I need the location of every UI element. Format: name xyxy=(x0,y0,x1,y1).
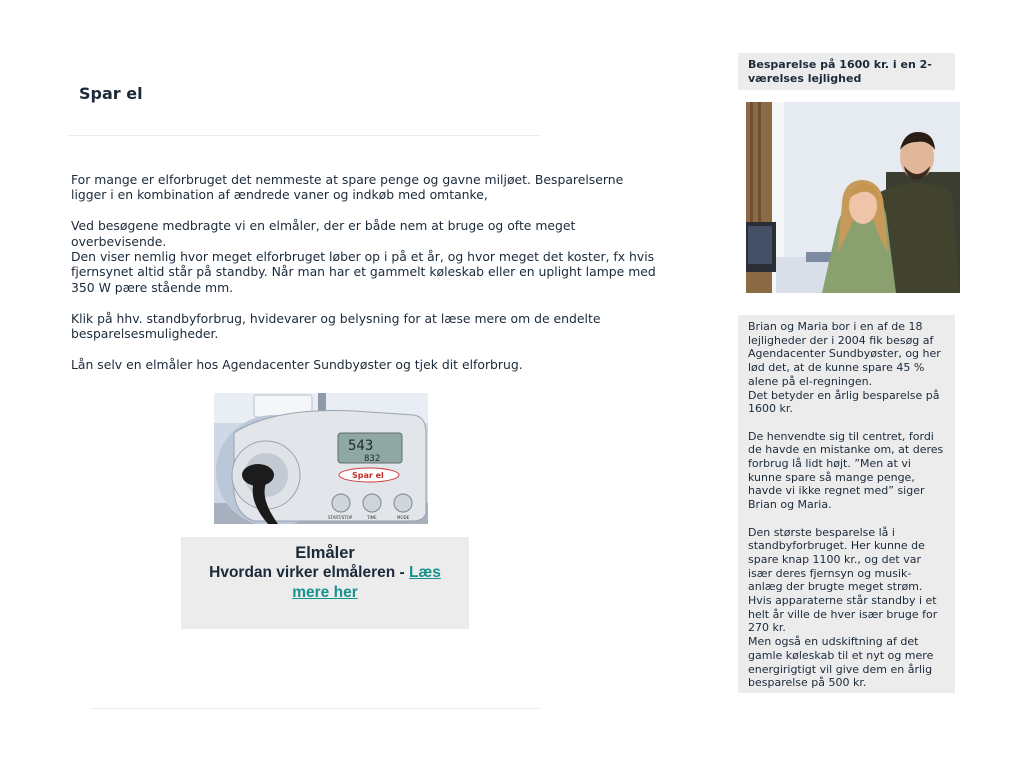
couple-photo xyxy=(746,102,960,293)
sidebar-paragraph-quote: De henvendte sig til centret, fordi de havde en mistanke om, at deres forbrug lå lidt højt. ”Men at vi kunne spare så mange penge, havde vi ikke regnet med” siger Brian og Maria. xyxy=(748,429,944,512)
sidebar-story-box xyxy=(738,315,955,693)
power-meter-box-subtitle xyxy=(181,563,469,603)
page-title: Spar el xyxy=(79,84,143,103)
bottom-divider xyxy=(90,708,540,709)
power-meter-illustration xyxy=(214,393,428,524)
meter-display-top: 543 xyxy=(348,438,374,454)
article-paragraph-click-hint: Klik på hhv. standbyforbrug, hvidevarer og belysning for at læse mere om de endelte besparelsesmuligheder. xyxy=(71,310,601,342)
sidebar-paragraph-intro: Brian og Maria bor i en af de 18 lejligheder der i 2004 fik besøg af Agendacenter Sundbyøster, og her lød det, at de kunne spare 45 % alene på el-regningen. xyxy=(748,320,941,388)
article-paragraph-meter-detail: Den viser nemlig hvor meget elforbruget løber op i på et år, og hvor meget det koster, fx hvis fjernsynet altid står på standby. Når man har et gammelt køleskab eller en uplight lampe med 350 W pære stående mm. xyxy=(71,249,656,295)
couple-photo-illustration xyxy=(746,102,960,293)
article-paragraph-meter: Ved besøgene medbragte vi en elmåler, der er både nem at bruge og ofte meget overbevisende. xyxy=(71,218,576,249)
meter-button-label-start: START/STOP xyxy=(328,515,353,520)
top-divider xyxy=(68,135,540,136)
article-paragraph-borrow: Lån selv en elmåler hos Agendacenter Sundbyøster og tjek dit elforbrug. xyxy=(71,356,523,372)
power-meter-info-box xyxy=(181,537,469,629)
meter-brand-label: Spar el xyxy=(352,471,384,480)
sidebar-paragraph-fridge: Men også en udskiftning af det gamle køleskab til et nyt og mere energirigtigt vil give dem en årlig besparelse på 500 kr. xyxy=(748,635,934,690)
power-meter-box-question: Hvordan virker elmåleren - xyxy=(209,564,409,581)
meter-button-label-time: TIME xyxy=(367,515,377,520)
meter-button-label-mode: MODE xyxy=(397,515,410,520)
meter-display-bottom: 832 xyxy=(364,454,381,464)
article-paragraph-intro: For mange er elforbruget det nemmeste at spare penge og gavne miljøet. Besparelserne ligger i en kombination af ændrede vaner og indkøb med omtanke, xyxy=(71,172,624,203)
sidebar-paragraph-standby: Den største besparelse lå i standbyforbruget. Her kunne de spare knap 1100 kr., og det var især deres fjernsyn og musik-anlæg der brugte meget strøm. Hvis apparaterne står standby i et helt år ville de hver især bruge for 270 kr. xyxy=(748,525,938,635)
sidebar-heading: Besparelse på 1600 kr. i en 2-værelses lejlighed xyxy=(738,53,955,90)
power-meter-box-title: Elmåler xyxy=(295,544,355,562)
read-more-link[interactable]: Læs mere her xyxy=(292,564,441,601)
power-meter-photo xyxy=(214,393,428,524)
article-body xyxy=(71,172,661,372)
sidebar-paragraph-savings: Det betyder en årlig besparelse på 1600 kr. xyxy=(748,388,940,416)
